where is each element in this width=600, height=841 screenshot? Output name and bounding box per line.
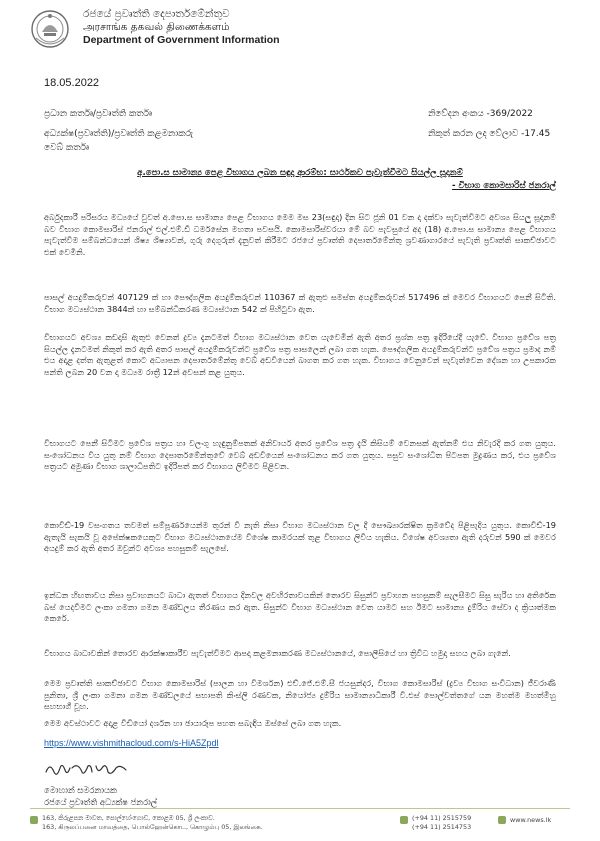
header-sinhala: රජයේ ප්‍රවෘත්ති දෙපාර්තමේන්තුව [83, 8, 230, 20]
government-emblem-icon [30, 8, 70, 50]
recipient-line: ප්‍රධාන කර්තෘ/ප්‍රවෘත්ති කර්තෘ [44, 109, 152, 119]
release-byline: - විභාග කොමසාරිස් ජනරාල් [451, 181, 556, 191]
signatory-title: රජයේ ප්‍රවෘත්ති අධ්‍යක්ෂ ජනරාල් [44, 797, 158, 807]
globe-icon [498, 816, 506, 824]
release-time: නිකුත් කරන ලද වේලාව -17.45 [428, 129, 551, 139]
body-paragraph: ඉන්ධන හිඟතාවය නිසා ප්‍රවාහනයට බාධා ඇතත් විභාගය දිනවල අවහිරතාවයකින් තොරව සිසුන්ට ප්‍රවාහන පහසුකම් සැලසීමට සිසු සැරිය හා අතිරේක බස් යෙදවීමට ලංකා ගමනා ගමන මණ්ඩලය තීරණය කර ඇත. සිසුන්ට විභාග මධ්‍යස්ථාන වෙත යාමට සහ ඊමට සාමාන්‍ය දුම්රිය සේවා ද ක්‍රියාත්මක කෙරේ. [44, 590, 556, 624]
signatory-name: මොහාන් සමරනායක [44, 785, 117, 795]
signature-icon [44, 758, 134, 780]
footer-phones [412, 814, 471, 832]
footer-address [42, 814, 263, 832]
body-paragraph: පාසල් අයදුම්කරුවන් 407129 ක් හා පෞද්ගලික අයදුම්කරුවන් 110367 ක් ඇතුළු සමස්ත අයදුම්කරුවන් 517496 ක් මෙවර විභාගයට පෙනී සිටිති. විභාග මධ්‍යස්ථාන 3844ක් හා සම්බන්ධීකරණ මධ්‍යස්ථාන 542 ක් පිහිටුවා ඇත. [44, 292, 556, 314]
footer-phone: (+94 11) 2515759 [412, 814, 472, 822]
body-paragraph: මෙම අවස්ථාවට අදාළ වීඩියෝ දර්ශන හා ඡායාරූප පහත සබැඳිය ඔස්සේ ලබා ගත හැක. [44, 718, 342, 728]
header-tamil: அரசாங்க தகவல் திணைக்களம் [83, 21, 230, 33]
footer-address-line: 163, කිරුළපන මාවත, පොල්හේංගොඩ, කොළඹ 05, ශ්‍රී ලංකාව. [42, 814, 215, 822]
media-link[interactable]: https://www.vishmithacloud.com/s-HiA5Zpdl [44, 738, 219, 748]
footer-phone: (+94 11) 2514753 [412, 823, 472, 831]
footer-divider [30, 808, 570, 809]
department-header [83, 8, 280, 47]
header-english: Department of Government Information [83, 34, 280, 46]
recipient-line: අධ්‍යක්ෂ(ප්‍රවෘත්ති)/ප්‍රවෘත්ති කළමනාකරු [44, 129, 194, 139]
body-paragraph: මෙම ප්‍රවෘත්ති සාකච්ඡාවට විභාග කොමසාරිස් (පාලන හා විමර්ශන) එච්.ජේ.එම්.සී ජයසුන්දර, විභාග කොමසාරිස් (ද්‍රව්‍ය විභාග සංවිධාන) ජීවරාණි පුනිතා, ශ්‍රී ලංකා ගමනා ගමන මණ්ඩලයේ සභාපති කිංස්ලි රණවක, නියෝජ්‍ය දුම්රිය සාමාන්‍යාධිකාරී වී.එස් පොල්වත්තගේ යන මහත්ම මහත්මීහු සහභාගී වූහ. [44, 678, 556, 712]
body-paragraph: විභාගය බාධාවකින් තොරව ආරක්ෂාකාරීව පැවැත්වීමට ආපදා කළමනාකරණ මධ්‍යස්ථානයේ, පොලීසියේ හා ත්‍රිවිධ හමුදා සහය ලබා ගැනේ. [44, 648, 511, 658]
recipients-block [44, 107, 193, 155]
release-number: නිවේදන අංකය -369/2022 [428, 109, 533, 119]
location-icon [30, 816, 38, 824]
release-title: අ.පො.ස සාමාන්‍ය පෙළ විභාගය ලබන සඳුදා ආරම්භ: සාර්ථකව පැවැත්වීමට සියල්ල සූදානම් [137, 168, 463, 178]
footer-website: www.news.lk [510, 816, 552, 824]
phone-icon [400, 816, 408, 824]
body-paragraph: විභාගයට අවශ්‍ය කඩදාසි ඇතුළු වෙනත් ද්‍රව්‍ය දැනටමත් විභාග මධ්‍යස්ථාන වෙත යැවෙමින් ඇති අතර ප්‍රශ්න පත්‍ර ඉදිරියේදී යැවේ. විභාග ප්‍රවේශ පත්‍ර සියල්ල දැනටමත් නිකුත් කර ඇති අතර පාසල් අයදුම්කරුවන්ට ප්‍රවේශ පත්‍ර පාසලෙන් ලබා ගත හැක. පෞද්ගලික අයදුම්කරුවන්ට ප්‍රවේශ පත්‍රය ප්‍රමාද නම් එය අදාළ දත්ත ඇතුළත් කොට අධ්‍යාපන දෙපාර්තමේන්තු වෙබ් අඩවියෙන් බාගත කර ගත හැක. විභාගය වෙනුවෙන් පැවැත්වෙන දේශන හා උපකාරක පන්ති ලබන 20 වන දා මධ්‍යම රාත්‍රී 12න් අවසන් කළ යුතුය. [44, 332, 556, 377]
footer-address-line: 163, கிருலப்பனை மாவத்தை, பொல்ஹேன்கொட, கொழும்பு 05, இலங்கை. [42, 823, 263, 831]
body-paragraph: විභාගයට පෙනී සිටීමට ප්‍රවේශ පත්‍රය හා වලංගු හැඳුනුම්පතක් අනිවාර්ය අතර ප්‍රවේශ පත්‍ර දැයි කිසියම් වෙනසක් ඇත්නම් එය නිවැරදි කර ගත යුතුය. සංශෝධනය විය යුතු නම් විභාග දෙපාර්තමේන්තුවේ වෙබ් අඩවියෙන් සංශෝධනය කර ගත යුතුය. පසුව සංශෝධිත පිටපත මුද්‍රණය කර, එය ප්‍රවේශ පත්‍රයට අමුණා විභාග ශාලාධිපතිට ඉදිරිපත් කර විභාගය ලිවීමට පිළිවන. [44, 438, 556, 472]
body-paragraph: කොවිඩ්-19 වසංගතය තවමත් සම්පූර්ණයෙන්ම තුරන් වී නැති නිසා විභාග මධ්‍යස්ථාන වල දී සෞඛ්‍යාරක්ෂිත ක්‍රමවේද පිළිපැදිය යුතුය. කොවිඩ්-19 ඇතැයි සැකයි වූ අපේක්ෂකයෙකුට විභාග මධ්‍යස්ථානයේම විශේෂ කාමරයක් තුළ විභාගය ලිවිය හැකිය. විශේෂ අවශ්‍යතා ඇති දරුවන් 590 ක් මෙවර අයදුම් කර ඇති අතර ඔවුන්ට අවශ්‍ය පහසුකම් සැලසේ. [44, 520, 556, 554]
release-info-block [428, 107, 550, 141]
page-footer [30, 808, 570, 838]
release-date: 18.05.2022 [44, 77, 100, 89]
recipient-line: වෙබ් කර්තෘ [44, 143, 89, 153]
signatory-block [44, 784, 157, 808]
body-paragraph: අර්බුදකාරී පරිසරය මධ්‍යයේ වුවත් අ.පො.ස සාමාන්‍ය පෙළ විභාගය මෙම මස 23(සඳුදා) දින සිට ජූනි 01 වන දා දක්වා පැවැත්වීමට අවශ්‍ය සියලු සූදානම් බව විභාග කොමසාරිස් ජනරාල් එල්.එම්.ඩී ධර්මසේන මහතා පවසයි. කොමසාරිස්වරයා මේ බව පැවසුයේ අද (18) අ.පො.ස සාමාන්‍ය පෙළ විභාගය පැවැත්වීම සම්බන්ධයෙන් ශිෂ්‍ය ශිෂ්‍යාවන්, ගුරු දෙගුරුන් දැනුවත් කිරීමට රජයේ ප්‍රවෘත්ති දෙපාර්තමේන්තු ශ්‍රවණාගාරයේ පැවැති ප්‍රවෘත්ති සාකච්ඡාවට එක් වෙමිනි. [44, 212, 556, 257]
